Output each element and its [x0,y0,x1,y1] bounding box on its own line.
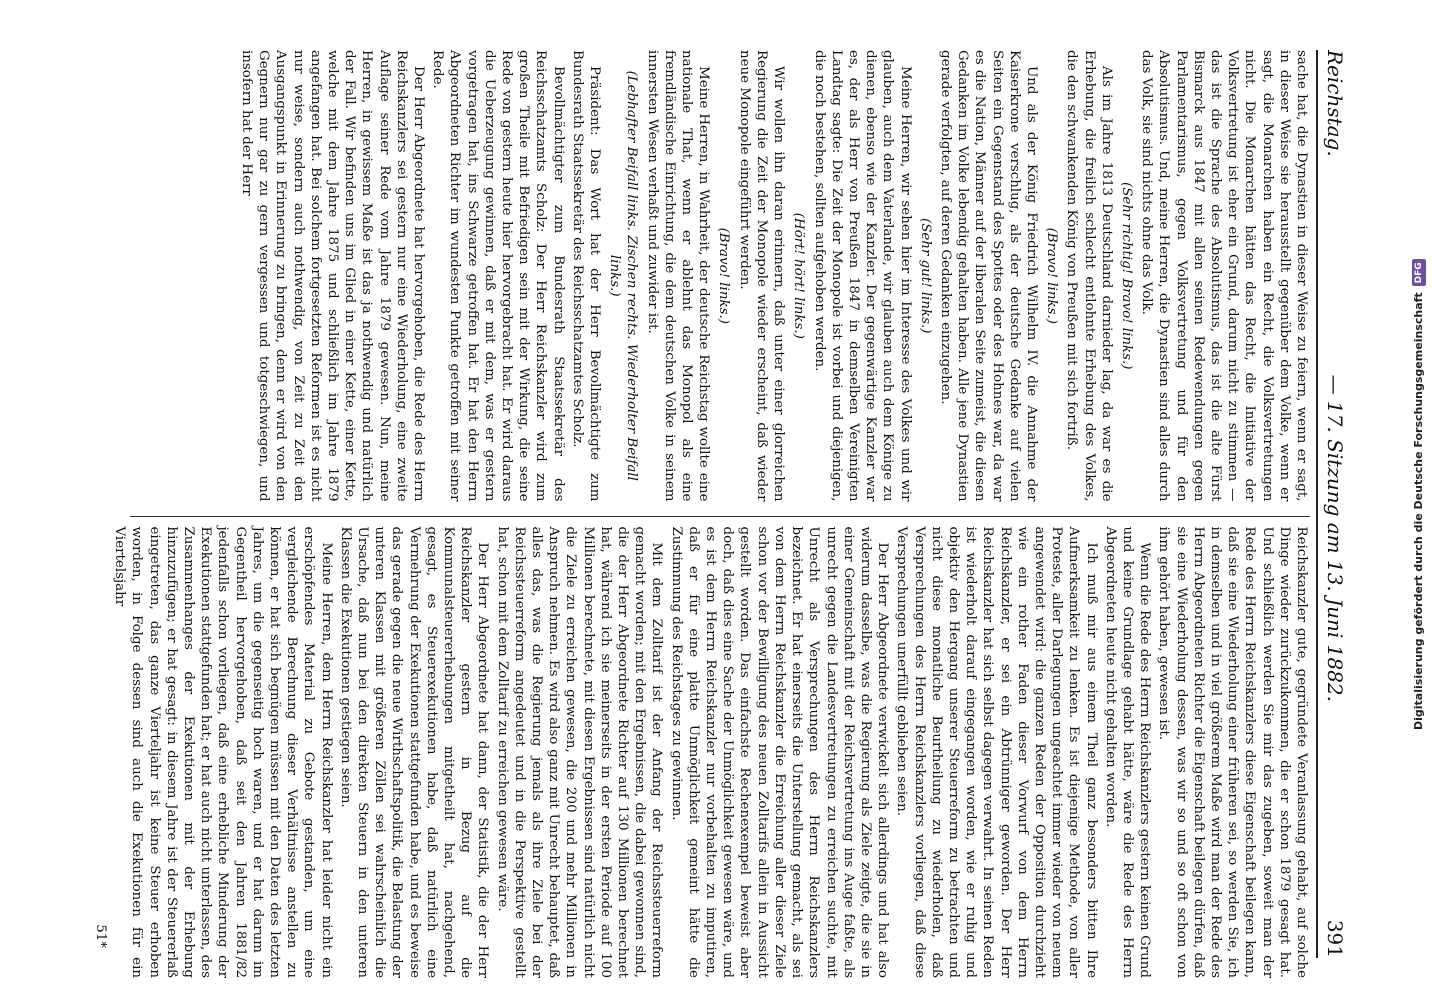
paragraph: Der Herr Abgeordnete hat dann, der Statistik, die der Herr Reichskanzler gestern in Bezug auf die Kommunalsteuererhebungen mitgetheilt hat, nachgehend, gesagt, es Steuerexekutionen habe, daß natürlich eine Vermehrung der Exekutionen stattgefunden habe, und es beweise das gerade gegen die neue Wirthschaftspolitik, die Belastung der unteren Klassen mit größeren Zöllen sei wahrscheinlich die Ursache, daß nun bei den direkten Steuern in den unteren Klassen die Exekutionen gestiegen seien. [337,526,491,978]
text-columns [92,50,1310,979]
dfg-logo: DFG [1412,259,1426,286]
president-statement: Präsident: Das Wort hat der Herr Bevollmächtigte zum Bundesrath Staatssekretär des Reichsschatzamtes Scholz. [569,50,603,502]
paragraph: Der Herr Abgeordnete verwickelt sich allerdings und hat also widerum dasselbe, was die Regierung als Ziele zeigte, die sie in einer Gemeinschaft mit der Reichsvertretung ins Auge faßte, als unrecht gegen die Landesvertretungen zu erreichen suchte, mit Unrecht als Versprechungen des Herrn Reichskanzlers bezeichnet. Er hat einerseits die Unterstellung gemacht, als sei von dem Herrn Reichskanzler die Erreichung aller dieser Ziele schon vor der Bewilligung des neuen Zolltarifs allein in Aussicht gestellt worden. Das einfachste Rechenexempel beweist aber doch, daß dies eine Sache der Unmöglichkeit gewesen wäre, und es ist dem Herrn Reichskanzler nur vorbehalten zu imputiren, daß er für eine platte Unmöglichkeit gemeint hätte die Zustimmung des Reichstages zu gewinnen. [668,526,891,978]
paragraph: Als im Jahre 1813 Deutschland darnieder lag, da war es die Erhebung, die freilich schlecht entlohnte Erhebung des Volkes, die den schwankenden König von Preußen mit sich fortriß. [1064,50,1114,502]
header-session-date: — 17. Sitzung am 13. Juni 1882. [1323,374,1347,702]
header-rule [1316,50,1318,958]
column-left [130,50,1310,502]
header-publication: Reichstag. [1323,50,1347,157]
paragraph: Meine Herren, in Wahrheit, der deutsche Reichstag wollte eine nationale That, wenn er ablehnt das Monopol als eine fremdländische Einrichtung, die dem deutschen Volke in seinem innersten Wesen verhaßt und zuwider ist. [644,50,712,502]
paragraph: Wir wollen ihn daran erinnern, daß unter einer glorreichen Regierung die Zeit der Monopole wieder erscheint, daß wieder neue Monopole eingeführt werden. [736,50,787,502]
dfg-credit [1410,30,1428,730]
interjection: (Bravo! links.) [1044,227,1060,324]
interjection: (Sehr richtig! Bravo! links.) [1118,182,1134,370]
page-number: 391 [1323,919,1347,958]
paragraph: Ich muß mir aus einem Theil ganz besonders bitten Ihre Aufmerksamkeit zu lenken. Es ist diejenige Methode, von aller Proteste, aller Darlegungen ungeachtet immer wieder von neuem angewendet wird: die ganzen Reden der Opposition durchzieht wie ein rother Faden dieser Vorwurf von dem Herrn Reichskanzler, er sei ein Abtrünniger geworden. Der Herr Reichskanzler hat sich selbst dagegen verwahrt. In seinen Reden ist wiederholt darauf eingegangen worden, wie er ruhig und objektiv den Hergang unserer Steuerreform zu betrachten und nicht diese monatliche Beurtheilung zu wiederholen, daß Versprechungen des Herrn Reichskanzlers vorliegen, daß diese Versprechungen unerfüllt geblieben seien. [894,526,1099,978]
interjection: (Lebhafter Beifall links. Zischen rechts. Wiederholter Beifall links.) [607,70,640,481]
interjection: (Hört! hört! links.) [791,212,807,339]
paragraph: Meine Herren, dem Herrn Reichskanzler hat leider nicht ein erschöpfendes Material zu Gebote gestanden, um eine vergleichende Berechnung dieser Verhältnisse anstellen zu können, er hat sich begnügen müssen mit den Daten des letzten Jahres, um die gegenseitig hoch waren, und er hat darum im Gegentheil hervorgehoben, daß seit den Jahren 1881/82 jedenfalls schon vorliegen, daß eine erhebliche Minderung der Exekutionen stattgefunden hat; er hat auch nicht unterlassen, des Zusammenhanges der Exekutionen mit der Erhebung hinzuzufügen; er hat gesagt: in diesem Jahre ist der Steuererlaß eingetreten, das ganze Vierteljahr ist keine Steuer erhoben worden, in Folge dessen sind auch die Exekutionen für ein Viertelsjahr [112,526,334,978]
paragraph: Der Herr Abgeordnete hat hervorgehoben, die Rede des Herrn Reichskanzlers sei gestern nur eine Wiederholung, eine zweite Auflage seiner Rede vom Jahre 1879 gewesen. Nun, meine Herren, in gewissem Maße ist das ja nothwendig und natürlich der Fall. Wir befinden uns im Glied in einer Kette, einer Kette, welche mit dem Jahre 1875 und schließlich im Jahre 1879 angefangen hat. Bei solchem fortgesetzten Reformen ist es nicht nur weise, sondern auch nothwendig, von Zeit zu Zeit den Ausgangspunkt in Erinnerung zu bringen, denn er wird von den Gegnern nur gar zu gern vergessen und totgeschwiegen, und insofern hat der Herr [239,50,427,502]
dfg-sidebar [1405,0,1429,1000]
page-content [44,0,1432,1000]
paragraph: sache hat, die Dynastien in dieser Weise zu feiern, wenn er sagt, in dieser Weise sie herausstellt gegenüber dem Volke, wenn er sagt, die Monarchen haben ein Recht, die Volksvertretungen nicht. Die Monarchen hätten das Recht, die Initiative der Volksvertretung ist eher ein Grund, darum nicht zu stimmen — das ist die Sprache des Absolutismus, das ist die alte Fürst Bismarck aus 1847 mit allen seinen Redewendungen gegen Parlamentarismus, gegen Volksvertretung und für den Absolutismus. Und, meine Herren, die Dynastien sind alles durch das Volk, sie sind nichts ohne das Volk. [1139,50,1309,502]
dfg-credit-text: Digitalisierung gefördert durch die Deutsche Forschungsgemeinschaft [1412,292,1425,730]
paragraph: Bevollmächtigter zum Bundesrath Staatssekretär des Reichsschatzamts Scholz: Der Herr Reichskanzler wird zum großen Theile mit Befriedigen sein mit der Wirkung, die seine Rede von gestern heute hier hervorgebracht hat. Er wird daraus die Ueberzeugung gewinnen, daß er mit dem, was er gestern vorgetragen hat, ins Schwarze getroffen hat. Er hat den Herrn Abgeordneten Richter im wundesten Punkte getroffen mit seiner Rede. [430,50,566,502]
paragraph: Reichskanzler gute, gegründete Veranlassung gehabt, auf solche Dinge wieder zurückzukommen, die er schon 1879 gesagt hat. Und schließlich werden Sie mir das zugeben, soweit man der Rede des Herrn Reichskanzlers diese Eigenschaft beilegen kann, daß sie eine Wiederholung einer früheren sei, so werden Sie, ich in demselben und in viel größerem Maße wird man der Rede des Herrn Abgeordneten Richter die Eigenschaft beilegen dürfen, daß sie eine Wiederholung dessen, was wir so und so oft schon von ihm gehört haben, gewesen ist. [1156,526,1309,979]
column-right [92,516,1310,979]
paragraph: Meine Herren, wir sehen hier im Interesse des Volkes und wir glauben, auch dem Vaterlande, wir glauben auch dem Könige zu dienen, ebenso wie der Kanzler. Der gegenwärtige Kanzler war es, der als Herr von Preußen 1847 in demselben Vereinigten Landtag sagte: Die Zeit der Monopole ist vorbei und diejenigen, die noch bestehen, sollten aufgehoben werden. [811,50,913,502]
signature-mark: 51* [92,924,108,948]
paragraph: Mit dem Zolltarif ist der Anfang der Reichssteuerreform gemacht worden; mit den Ergebnissen, die dabei gewonnen sind, die der Herr Abgeordnete Richter auf 130 Millionen berechnet hat, während ich sie meinerseits in der ersten Periode auf 100 Millionen berechnete, mit diesen Ergebnissen sind natürlich nicht die Ziele zu erreichen gewesen, die 200 und mehr Millionen in Anspruch nehmen. Es wird also ganz mit Unrecht behauptet, daß alles das, was die Regierung jemals als ihre Ziele bei der Reichssteuerreform angedeutet und in die Perspektive gestellt hat, schon mit dem Zolltarif zu erreichen gewesen wäre. [494,526,665,978]
paragraph: Und als der König Friedrich Wilhelm IV. die Annahme der Kaiserkrone verschlug, als der deutsche Gedanke auf vielen Seiten ein Gegenstand des Spottes oder des Hohnes war, da war es die Nation, Männer auf der liberalen Seite zumeist, die diesen Gedanken im Volke lebendig gehalten haben. Alle jene Dynastien gerade verfolgten, auf deren Gedanken einzugehen. [937,50,1039,502]
interjection: (Sehr gut! links.) [917,218,933,334]
interjection: (Bravo! links.) [716,227,732,324]
paragraph: Wenn die Rede des Herrn Reichskanzlers gestern keinen Grund und keine Grundlage gehabt hätte, wäre die Rede des Herrn Abgeordneten heute nicht gehalten worden. [1102,526,1153,978]
running-header [1324,50,1346,978]
